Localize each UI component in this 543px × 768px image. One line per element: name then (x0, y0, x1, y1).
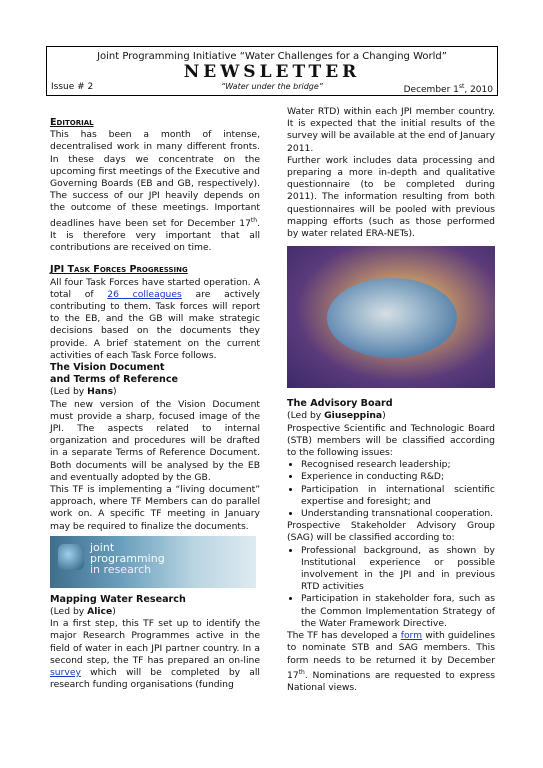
issue-date: December 1st, 2010 (403, 83, 493, 95)
joint-programming-banner-image (50, 536, 256, 588)
task-forces-text: All four Task Forces have started operation. A total of 26 colleagues are actively contributing to them. Task forces will report to the EB, and the GB will make strategic decisions based on the documents they provide. A brief statement on the current activities of each Task Force follows. (50, 276, 260, 361)
vision-leader: (Led by Hans) (50, 386, 117, 398)
vision-title-2: and Terms of Reference (50, 374, 179, 386)
mapping-text: In a first step, this TF set up to identify the major Research Programmes active in the field of water in each JPI partner country. In a second step, the TF has prepared an on-line survey which will be completed by all research funding organisations (funding (50, 618, 260, 691)
advisory-sag-text: Prospective Stakeholder Advisory Group (SAG) will be classified according to: (287, 520, 495, 544)
advisory-title: The Advisory Board (287, 398, 393, 410)
banner-line-1: joint (90, 540, 115, 554)
mapping-further-work-text: Further work includes data processing and preparing a more in-depth and qualitative questionnaire (to be completed during 2011). The information resulting from both questionnaires will be pooled with previous mapping efforts (such as those performed by water related ERA-NETs). (287, 154, 495, 240)
issue-motto: “Water under the bridge” (221, 82, 323, 91)
jpi-logo-icon (58, 544, 84, 570)
globe-shape (327, 278, 457, 358)
banner-line-2: programming (90, 551, 165, 565)
list-item: • Recognised research leadership; (301, 459, 495, 471)
left-column (50, 117, 260, 691)
sag-criteria-list (287, 545, 495, 630)
list-item: • Professional background, as shown by Institutional experience or possible involvement in the JPI and in previous RTD activities (301, 545, 495, 594)
newsletter-title: NEWSLETTER (183, 62, 361, 82)
stb-criteria-list (287, 459, 495, 520)
form-link[interactable]: form (400, 630, 423, 642)
newsletter-masthead (46, 46, 498, 96)
mapping-leader: (Led by Alice) (50, 605, 116, 617)
survey-link[interactable]: survey (50, 666, 81, 678)
advisory-leader: (Led by Giuseppina) (287, 410, 386, 422)
vision-title-1: The Vision Document (50, 361, 165, 373)
masthead-subtitle: Joint Programming Initiative “Water Challenges for a Changing World” (97, 51, 447, 62)
banner-line-3: in research (90, 562, 152, 576)
hands-globe-photo (287, 246, 495, 388)
masthead-info-row (51, 81, 493, 93)
list-item: • Participation in international scientific expertise and foresight; and (301, 484, 495, 508)
list-item: • Understanding transnational cooperation. (301, 508, 495, 520)
mapping-continued-text: Water RTD) within each JPI member country. It is expected that the initial results of the survey will be available at the end of January 2011. (287, 106, 495, 154)
mapping-title: Mapping Water Research (50, 593, 186, 605)
editorial-text: This has been a month of intense, decentralised work in many different fronts. In these days we concentrate on the upcoming first meetings of the Executive and Governing Boards (EB and GB, respectively). The success of our JPI heavily depends on the outcome of these meetings. Important deadlines have been set for December 17th. It is therefore very important that all contributions are received on time. (50, 129, 260, 254)
vision-text-2: This TF is implementing a “living document” approach, where TF Members can do parallel work on. A specific TF meeting in January may be required to finalize the documents. (50, 483, 260, 532)
task-forces-heading: JPI Task Forces Progressing (50, 264, 188, 276)
colleagues-link[interactable]: 26 colleagues (107, 288, 182, 300)
advisory-form-text: The TF has developed a form with guidelines to nominate STB and SAG members. This form needs to be returned it by December 17th. Nominations are requested to express National views. (287, 630, 495, 693)
vision-text-1: The new version of the Vision Document must provide a sharp, focused image of the JPI. The aspects related to internal organization and procedures will be drafted in a separate Terms of Reference Document. Both documents will be analysed by the EB and eventually adopted by the GB. (50, 398, 260, 483)
list-item: • Participation in stakeholder fora, such as the Common Implementation Strategy of the Water Framework Directive. (301, 593, 495, 630)
advisory-stb-text: Prospective Scientific and Technologic Board (STB) members will be classified according to the following issues: (287, 422, 495, 459)
right-column (287, 106, 495, 694)
list-item: • Experience in conducting R&D; (301, 471, 495, 483)
issue-number: Issue # 2 (51, 82, 94, 92)
editorial-heading: Editorial (50, 117, 94, 128)
